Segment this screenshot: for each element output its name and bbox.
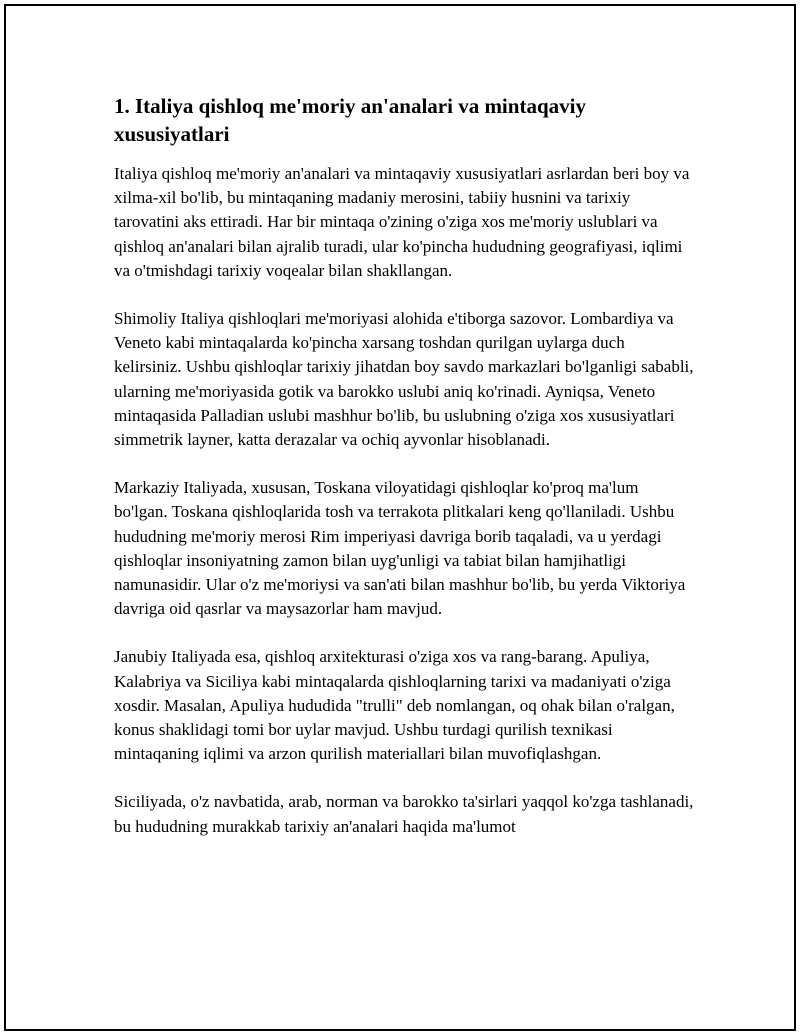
paragraph-central-italy: Markaziy Italiyada, xususan, Toskana viloyatidagi qishloqlar ko'proq ma'lum bo'lgan. Toskana qishloqlarida tosh va terrakota plitkalari keng qo'llaniladi. Ushbu hududning me'moriy merosi Rim imperiyasi davriga borib taqaladi, va u yerdagi qishloqlar insoniyatning zamon bilan uyg'unligi va tabiat bilan hamjihatligi namunasidir. Ular o'z me'moriysi va san'ati bilan mashhur bo'lib, bu yerda Viktoriya davriga oid qasrlar va maysazorlar ham mavjud. bbox=[114, 478, 686, 619]
paragraph-northern-italy: Shimoliy Italiya qishloqlari me'moriyasi alohida e'tiborga sazovor. Lombardiya va Veneto kabi mintaqalarda ko'pincha xarsang toshdan qurilgan uylarga duch kelirsiniz. Ushbu qishloqlar tarixiy jihatdan boy savdo markazlari bo'lganligi sababli, ularning me'moriyasida gotik va barokko uslubi aniq ko'rinadi. Ayniqsa, Veneto mintaqasida Palladian uslubi mashhur bo'lib, bu uslubning o'ziga xos xususiyatlari simmetrik layner, katta derazalar va ochiq ayvonlar hisoblanadi. bbox=[114, 309, 694, 450]
paragraph-sicily: Siciliyada, o'z navbatida, arab, norman va barokko ta'sirlari yaqqol ko'zga tashlanadi, bu hududning murakkab tarixiy an'analari haqida ma'lumot bbox=[114, 792, 694, 836]
paragraph-southern-italy: Janubiy Italiyada esa, qishloq arxitekturasi o'ziga xos va rang-barang. Apuliya, Kalabriya va Siciliya kabi mintaqalarda qishloqlarning tarixi va madaniyati o'ziga xosdir. Masalan, Apuliya hududida "trulli" deb nomlangan, oq ohak bilan o'ralgan, konus shaklidagi tomi bor uylar mavjud. Ushbu turdagi qurilish texnikasi mintaqaning iqlimi va arzon qurilish materiallari bilan muvofiqlashgan. bbox=[114, 647, 675, 764]
section-heading: 1. Italiya qishloq me'moriy an'analari va mintaqaviy xususiyatlari bbox=[114, 94, 586, 146]
document-body bbox=[114, 92, 694, 863]
paragraph-intro: Italiya qishloq me'moriy an'analari va mintaqaviy xususiyatlari asrlardan beri boy va xilma-xil bo'lib, bu mintaqaning madaniy merosini, tabiiy husnini va tarixiy tarovatini aks ettiradi. Har bir mintaqa o'zining o'ziga xos me'moriy uslublari va qishloq an'analari bilan ajralib turadi, ular ko'pincha hududning geografiyasi, iqlimi va o'tmishdagi tarixiy voqealar bilan shakllangan. bbox=[114, 164, 690, 280]
